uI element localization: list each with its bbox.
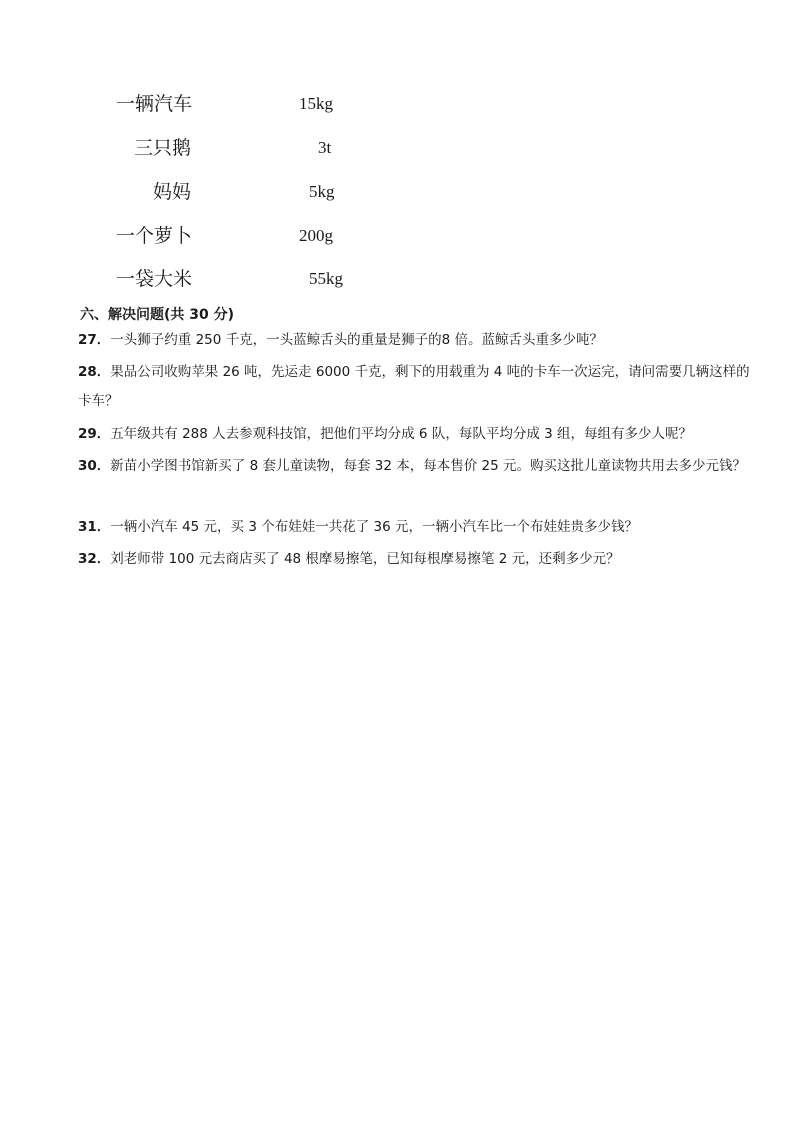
matching-item: 一辆汽车 [116, 93, 193, 115]
question-number: 31． [78, 519, 111, 535]
matching-item: 一个萝卜 [116, 225, 193, 247]
matching-row [0, 224, 794, 248]
question-text: 新苗小学图书馆新买了 8 套儿童读物，每套 32 本，每本售价 25 元。购买这批儿童读物共用去多少元钱？ [110, 458, 746, 474]
section-heading: 六、解决问题(共 30 分) [80, 307, 235, 323]
matching-value: 200g [299, 226, 333, 245]
matching-row [0, 180, 794, 204]
question-27 [78, 326, 758, 355]
question-number: 29． [78, 426, 111, 442]
matching-row [0, 92, 794, 116]
matching-item: 三只鹅 [134, 137, 192, 159]
matching-item: 妈妈 [153, 181, 192, 203]
question-30 [78, 452, 758, 481]
matching-value: 55kg [309, 269, 343, 288]
question-text: 果品公司收购苹果 26 吨，先运走 6000 千克，剩下的用载重为 4 吨的卡车一次运完，请问需要几辆这样的卡车？ [78, 364, 750, 409]
question-text: 一头狮子约重 250 千克，一头蓝鲸舌头的重量是狮子的8 倍。蓝鲸舌头重多少吨？ [110, 332, 604, 348]
matching-row [0, 267, 794, 291]
question-32 [78, 545, 758, 574]
question-number: 27． [78, 332, 111, 348]
matching-row [0, 136, 794, 160]
matching-item: 一袋大米 [116, 268, 193, 290]
matching-value: 5kg [309, 182, 335, 201]
matching-value: 15kg [299, 94, 333, 113]
question-28 [78, 358, 758, 416]
question-text: 一辆小汽车 45 元，买 3 个布娃娃一共花了 36 元，一辆小汽车比一个布娃娃贵多少钱？ [110, 519, 638, 535]
matching-value: 3t [318, 138, 332, 157]
question-number: 30． [78, 458, 111, 474]
question-number: 32． [78, 551, 111, 567]
question-31 [78, 513, 758, 542]
question-number: 28． [78, 364, 111, 380]
question-text: 五年级共有 288 人去参观科技馆，把他们平均分成 6 队，每队平均分成 3 组，每组有多少人呢？ [110, 426, 692, 442]
question-29 [78, 420, 758, 449]
question-text: 刘老师带 100 元去商店买了 48 根摩易擦笔，已知每根摩易擦笔 2 元，还剩多少元？ [110, 551, 620, 567]
